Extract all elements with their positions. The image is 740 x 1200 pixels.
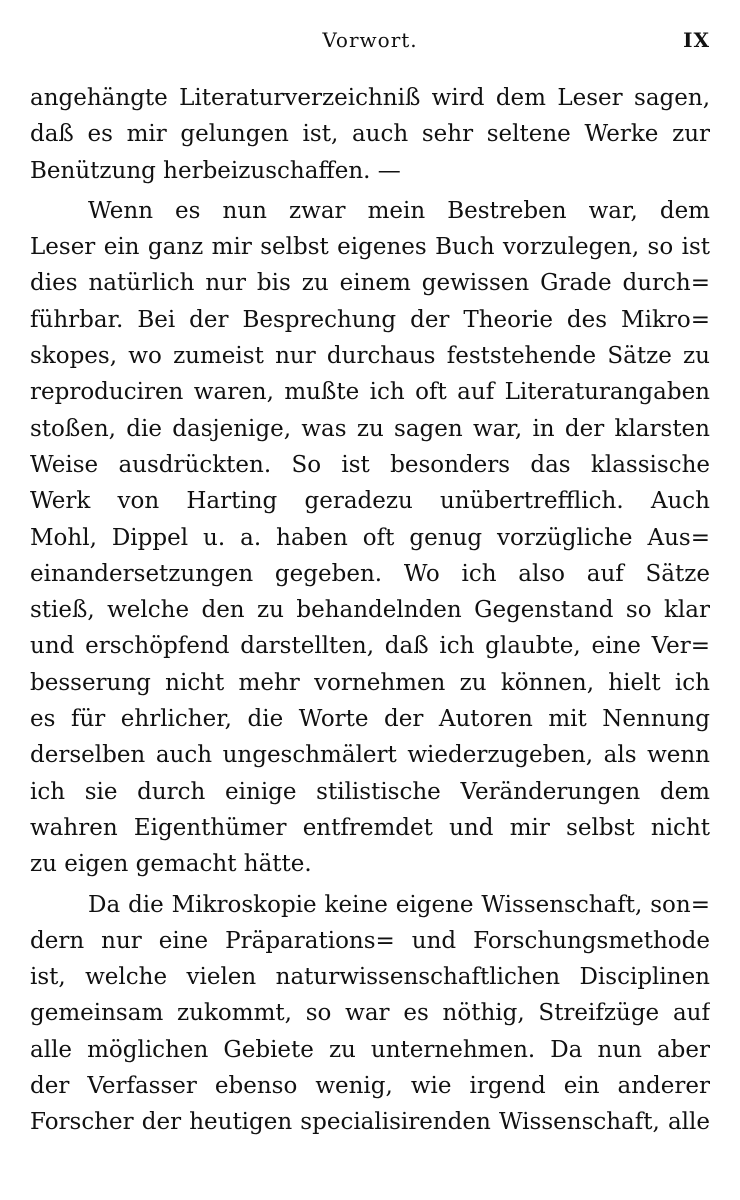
paragraph	[30, 80, 710, 189]
text-line: es für ehrlicher, die Worte der Autoren mit Nennung	[30, 706, 710, 733]
text-line: Werk von Harting geradezu unübertrefflich. Auch	[30, 488, 710, 515]
text-line: stieß, welche den zu behandelnden Gegenstand so klar	[30, 597, 710, 624]
text-line: Wenn es nun zwar mein Bestreben war, dem	[88, 197, 710, 224]
text-line: stoßen, die dasjenige, was zu sagen war, in der klarsten	[30, 415, 710, 442]
text-line: alle möglichen Gebiete zu unternehmen. Da nun aber	[30, 1036, 710, 1063]
text-line: führbar. Bei der Besprechung der Theorie des Mikro=	[30, 306, 710, 333]
text-line: reproduciren waren, mußte ich oft auf Literaturangaben	[30, 379, 710, 406]
text-line: besserung nicht mehr vornehmen zu können, hielt ich	[30, 669, 710, 696]
text-line: einandersetzungen gegeben. Wo ich also auf Sätze	[30, 560, 710, 587]
text-line: gemeinsam zukommt, so war es nöthig, Streifzüge auf	[30, 1000, 710, 1027]
running-head	[30, 22, 710, 56]
text-line: skopes, wo zumeist nur durchaus feststehende Sätze zu	[30, 343, 710, 370]
text-line: Mohl, Dippel u. a. haben oft genug vorzügliche Aus=	[30, 524, 710, 551]
text-line: Weise ausdrückten. So ist besonders das klassische	[30, 451, 710, 478]
running-head-title: Vorwort.	[322, 28, 418, 52]
text-line: dies natürlich nur bis zu einem gewissen Grade durch=	[30, 270, 710, 297]
text-line: wahren Eigenthümer entfremdet und mir selbst nicht	[30, 814, 710, 841]
body-text	[30, 80, 710, 1141]
text-line: Forscher der heutigen specialisirenden Wissenschaft, alle	[30, 1109, 710, 1136]
page-number: IX	[683, 28, 710, 52]
text-line: angehängte Literaturverzeichniß wird dem Leser sagen,	[30, 85, 710, 111]
text-line: Leser ein ganz mir selbst eigenes Buch vorzulegen, so ist	[30, 234, 710, 261]
text-line: derselben auch ungeschmälert wiederzugeben, als wenn	[30, 742, 710, 769]
text-line: und erschöpfend darstellten, daß ich glaubte, eine Ver=	[30, 633, 710, 660]
text-line: zu eigen gemacht hätte.	[30, 851, 312, 878]
text-line: Da die Mikroskopie keine eigene Wissenschaft, son=	[88, 891, 710, 918]
text-line: Benützung herbeizuschaffen. —	[30, 157, 401, 184]
text-line: dern nur eine Präparations= und Forschungsmethode	[30, 927, 710, 954]
text-line: daß es mir gelungen ist, auch sehr seltene Werke zur	[30, 121, 710, 148]
text-line: der Verfasser ebenso wenig, wie irgend ein anderer	[30, 1073, 710, 1100]
paragraph	[30, 193, 710, 883]
text-line: ist, welche vielen naturwissenschaftlichen Disciplinen	[30, 964, 710, 991]
paragraph	[30, 887, 710, 1141]
text-line: ich sie durch einige stilistische Veränderungen dem	[30, 778, 710, 805]
